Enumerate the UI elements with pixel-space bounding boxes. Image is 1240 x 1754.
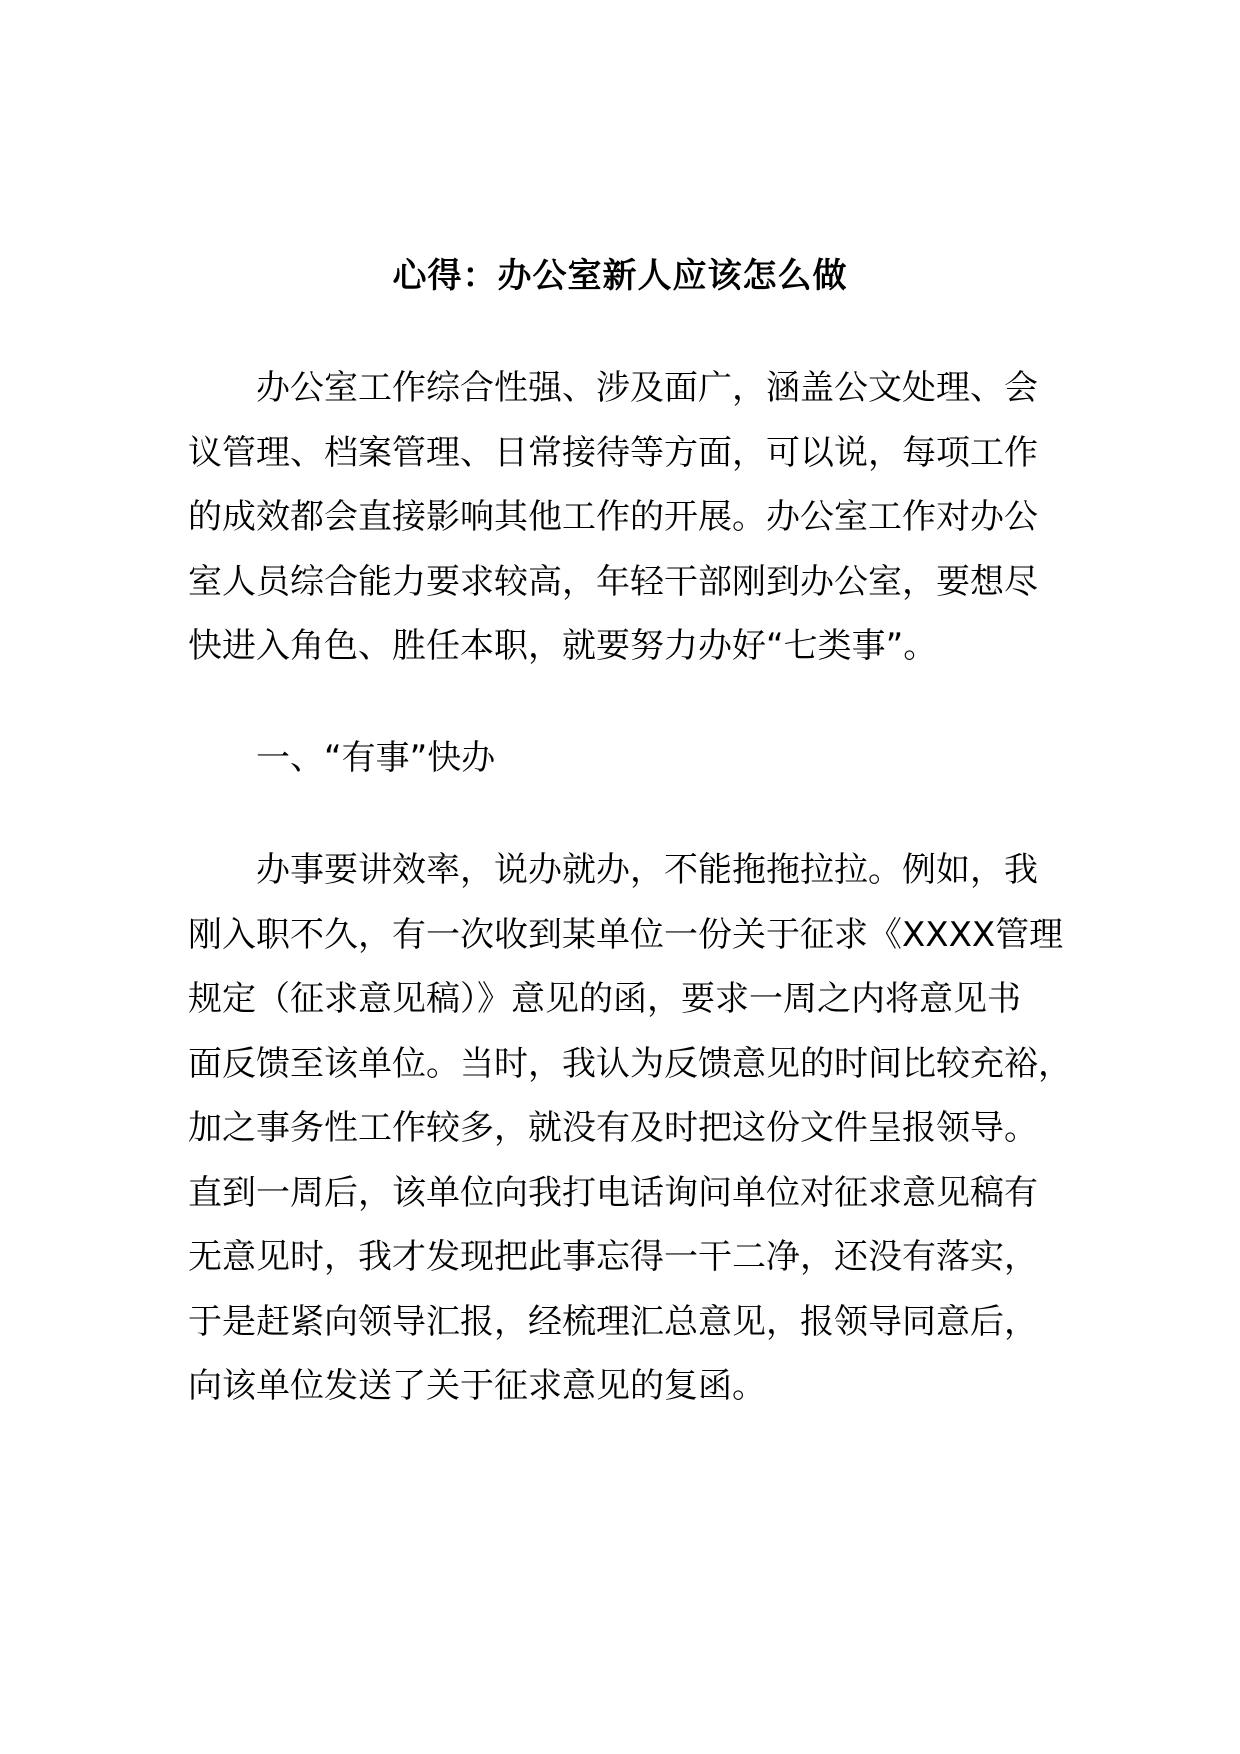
paragraph-line: 办公室工作综合性强、涉及面广，涵盖公文处理、会 xyxy=(256,368,1038,408)
paragraph-line: 向该单位发送了关于征求意见的复函。 xyxy=(188,1366,766,1406)
document-title: 心得：办公室新人应该怎么做 xyxy=(392,256,848,296)
paragraph-line: 室人员综合能力要求较高，年轻干部刚到办公室，要想尽 xyxy=(188,561,1038,602)
paragraph-line: 办事要讲效率，说办就办，不能拖拖拉拉。例如，我 xyxy=(256,850,1038,890)
section-heading-text: 一、“有事”快办 xyxy=(256,738,496,778)
paragraph-line: 无意见时，我才发现把此事忘得一干二净，还没有落实， xyxy=(188,1237,1038,1277)
paragraph-line: 加之事务性工作较多，就没有及时把这份文件呈报领导。 xyxy=(188,1108,1038,1148)
section-heading xyxy=(188,726,1058,791)
paragraph-line: 快进入角色、胜任本职，就要努力办好“七类事”。 xyxy=(188,626,938,666)
paragraph-line: 于是赶紧向领导汇报，经梳理汇总意见，报领导同意后， xyxy=(188,1301,1038,1342)
paragraph-line: 议管理、档案管理、日常接待等方面，可以说，每项工作 xyxy=(188,432,1038,473)
paragraph-line: 刚入职不久，有一次收到某单位一份关于征求《XXXX管理 xyxy=(188,914,1064,955)
body-paragraph xyxy=(188,838,1072,1419)
intro-paragraph xyxy=(188,356,1058,679)
paragraph-line: 的成效都会直接影响其他工作的开展。办公室工作对办公 xyxy=(188,497,1038,537)
paragraph-line: 直到一周后，该单位向我打电话询问单位对征求意见稿有 xyxy=(188,1172,1038,1213)
paragraph-line: 规定（征求意见稿）》意见的函，要求一周之内将意见书 xyxy=(188,979,1021,1019)
paragraph-line: 面反馈至该单位。当时，我认为反馈意见的时间比较充裕， xyxy=(188,1043,1072,1084)
